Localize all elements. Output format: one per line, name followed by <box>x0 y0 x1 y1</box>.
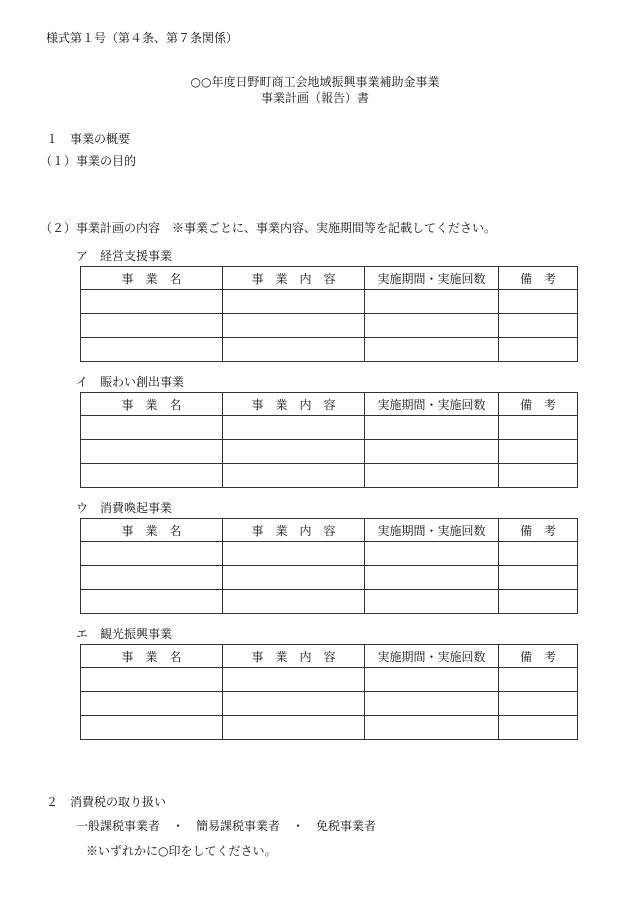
header-period: 実施期間・実施回数 <box>365 393 499 416</box>
header-name: 事 業 名 <box>81 645 223 668</box>
table-header-row <box>81 267 578 290</box>
header-remarks: 備 考 <box>499 393 578 416</box>
cell-period[interactable] <box>365 716 499 740</box>
category-label-u: ウ 消費喚起事業 <box>76 501 173 515</box>
cell-content[interactable] <box>223 566 365 590</box>
cell-name[interactable] <box>81 716 223 740</box>
cell-period[interactable] <box>365 590 499 614</box>
table-row <box>81 692 578 716</box>
cell-remarks[interactable] <box>499 416 578 440</box>
cell-content[interactable] <box>223 590 365 614</box>
cell-name[interactable] <box>81 416 223 440</box>
cell-name[interactable] <box>81 692 223 716</box>
cell-period[interactable] <box>365 290 499 314</box>
category-label-a: ア 経営支援事業 <box>76 249 173 263</box>
cell-remarks[interactable] <box>499 464 578 488</box>
header-period: 実施期間・実施回数 <box>365 645 499 668</box>
document-title: ○○年度日野町商工会地域振興事業補助金事業 <box>190 75 440 89</box>
plan-table-u <box>80 518 578 614</box>
cell-remarks[interactable] <box>499 668 578 692</box>
cell-content[interactable] <box>223 338 365 362</box>
cell-period[interactable] <box>365 566 499 590</box>
cell-period[interactable] <box>365 416 499 440</box>
cell-period[interactable] <box>365 338 499 362</box>
cell-period[interactable] <box>365 668 499 692</box>
header-name: 事 業 名 <box>81 393 223 416</box>
header-name: 事 業 名 <box>81 519 223 542</box>
cell-remarks[interactable] <box>499 566 578 590</box>
cell-name[interactable] <box>81 290 223 314</box>
category-label-e: エ 観光振興事業 <box>76 627 173 641</box>
plan-table-e <box>80 644 578 740</box>
cell-name[interactable] <box>81 464 223 488</box>
cell-remarks[interactable] <box>499 716 578 740</box>
table-row <box>81 464 578 488</box>
document-subtitle: 事業計画（報告）書 <box>260 91 369 105</box>
cell-content[interactable] <box>223 542 365 566</box>
header-content: 事 業 内 容 <box>223 393 365 416</box>
cell-content[interactable] <box>223 716 365 740</box>
cell-period[interactable] <box>365 464 499 488</box>
cell-period[interactable] <box>365 692 499 716</box>
header-period: 実施期間・実施回数 <box>365 267 499 290</box>
table-row <box>81 338 578 362</box>
cell-remarks[interactable] <box>499 314 578 338</box>
cell-content[interactable] <box>223 314 365 338</box>
header-period: 実施期間・実施回数 <box>365 519 499 542</box>
cell-name[interactable] <box>81 314 223 338</box>
cell-content[interactable] <box>223 464 365 488</box>
table-header-row <box>81 645 578 668</box>
table-row <box>81 290 578 314</box>
header-name: 事 業 名 <box>81 267 223 290</box>
cell-period[interactable] <box>365 440 499 464</box>
section-2-heading: ２ 消費税の取り扱い <box>46 795 167 809</box>
cell-content[interactable] <box>223 416 365 440</box>
cell-name[interactable] <box>81 542 223 566</box>
tax-status-note: ※いずれかに○印をしてください。 <box>86 844 277 858</box>
cell-name[interactable] <box>81 440 223 464</box>
cell-name[interactable] <box>81 338 223 362</box>
cell-content[interactable] <box>223 668 365 692</box>
header-remarks: 備 考 <box>499 519 578 542</box>
cell-content[interactable] <box>223 692 365 716</box>
table-header-row <box>81 393 578 416</box>
cell-content[interactable] <box>223 440 365 464</box>
section-1-heading: １ 事業の概要 <box>46 132 131 146</box>
category-label-i: イ 賑わい創出事業 <box>76 375 185 389</box>
section-1-sub-2: （２）事業計画の内容 ※事業ごとに、事業内容、実施期間等を記載してください。 <box>40 221 497 235</box>
table-row <box>81 440 578 464</box>
table-row <box>81 716 578 740</box>
table-row <box>81 590 578 614</box>
cell-remarks[interactable] <box>499 290 578 314</box>
header-content: 事 業 内 容 <box>223 645 365 668</box>
cell-period[interactable] <box>365 542 499 566</box>
table-row <box>81 542 578 566</box>
table-header-row <box>81 519 578 542</box>
header-remarks: 備 考 <box>499 267 578 290</box>
header-content: 事 業 内 容 <box>223 519 365 542</box>
cell-remarks[interactable] <box>499 440 578 464</box>
cell-name[interactable] <box>81 590 223 614</box>
cell-remarks[interactable] <box>499 542 578 566</box>
cell-period[interactable] <box>365 314 499 338</box>
cell-remarks[interactable] <box>499 590 578 614</box>
table-row <box>81 314 578 338</box>
plan-table-a <box>80 266 578 362</box>
cell-name[interactable] <box>81 668 223 692</box>
form-number: 様式第１号（第４条、第７条関係） <box>46 31 239 45</box>
section-1-sub-1: （１）事業の目的 <box>40 154 137 168</box>
header-remarks: 備 考 <box>499 645 578 668</box>
tax-status-options[interactable]: 一般課税事業者 ・ 簡易課税事業者 ・ 免税事業者 <box>76 819 377 833</box>
plan-table-i <box>80 392 578 488</box>
table-row <box>81 668 578 692</box>
table-row <box>81 416 578 440</box>
table-row <box>81 566 578 590</box>
cell-remarks[interactable] <box>499 338 578 362</box>
cell-name[interactable] <box>81 566 223 590</box>
header-content: 事 業 内 容 <box>223 267 365 290</box>
cell-remarks[interactable] <box>499 692 578 716</box>
cell-content[interactable] <box>223 290 365 314</box>
